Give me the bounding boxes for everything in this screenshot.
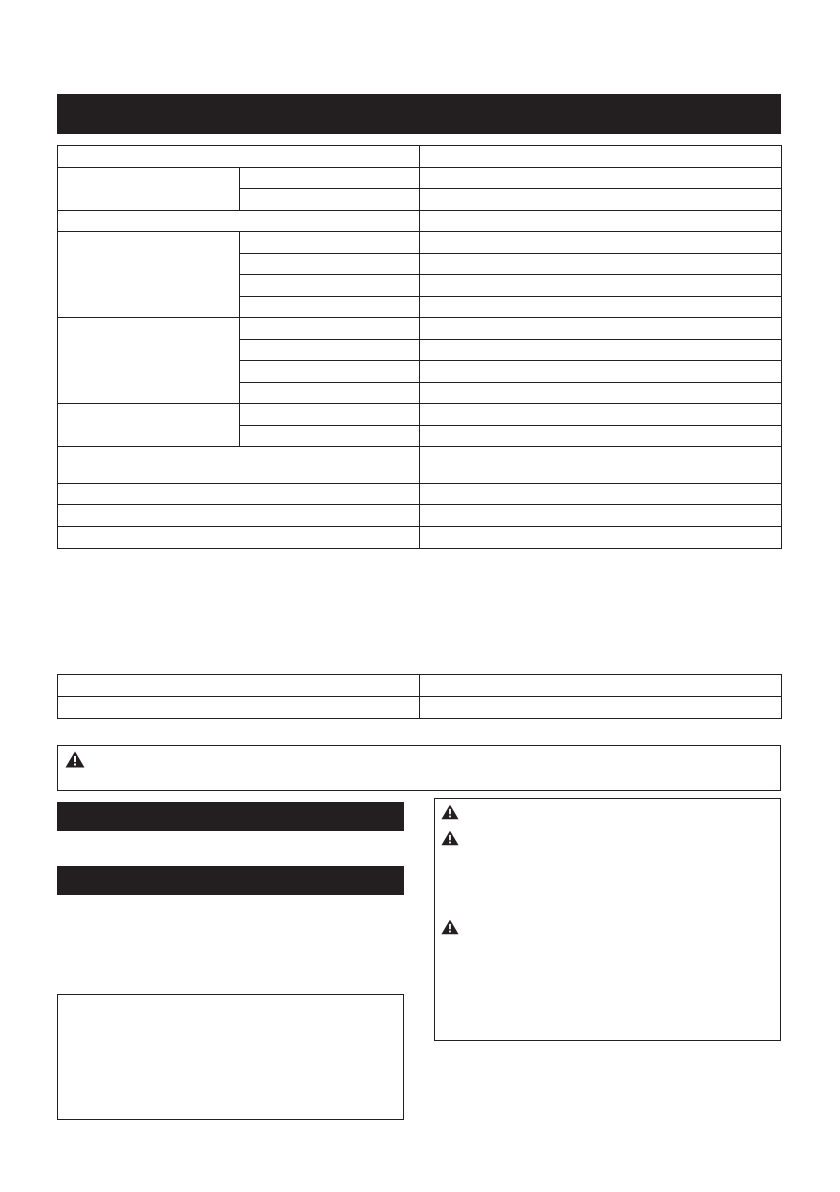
table-cell bbox=[240, 340, 420, 361]
table-cell bbox=[420, 505, 782, 527]
table-cell bbox=[420, 254, 782, 275]
table-row bbox=[58, 168, 782, 189]
document-title-bar bbox=[57, 94, 781, 134]
table-cell bbox=[240, 361, 420, 383]
table-cell bbox=[58, 404, 240, 447]
warning-triangle-icon bbox=[441, 804, 459, 820]
table-cell bbox=[240, 189, 420, 211]
table-cell bbox=[420, 675, 782, 697]
table-cell bbox=[240, 232, 420, 254]
table-cell bbox=[58, 318, 240, 404]
table-cell bbox=[58, 232, 240, 318]
note-box bbox=[57, 994, 404, 1120]
table-row bbox=[58, 211, 782, 232]
table-cell bbox=[420, 361, 782, 383]
table-row bbox=[58, 146, 782, 168]
table-cell bbox=[58, 146, 420, 168]
section-heading-bar bbox=[57, 802, 404, 831]
table-cell bbox=[240, 383, 420, 404]
table-cell bbox=[420, 232, 782, 254]
table-cell bbox=[240, 318, 420, 340]
table-cell bbox=[420, 340, 782, 361]
table-row bbox=[58, 447, 782, 484]
table-cell bbox=[420, 211, 782, 232]
spec-table bbox=[57, 145, 782, 549]
table-cell bbox=[420, 168, 782, 189]
table-cell bbox=[420, 146, 782, 168]
warning-banner bbox=[57, 745, 781, 791]
table-cell bbox=[240, 254, 420, 275]
table-row bbox=[58, 404, 782, 426]
table-cell bbox=[420, 297, 782, 318]
table-cell bbox=[58, 675, 420, 697]
table-cell bbox=[420, 447, 782, 484]
table-cell bbox=[420, 383, 782, 404]
table-cell bbox=[420, 318, 782, 340]
table-cell bbox=[58, 527, 420, 549]
secondary-table bbox=[57, 674, 782, 719]
table-cell bbox=[420, 275, 782, 297]
table-row bbox=[58, 675, 782, 697]
table-cell bbox=[58, 697, 420, 719]
table-cell bbox=[58, 211, 420, 232]
table-cell bbox=[420, 527, 782, 549]
table-cell bbox=[420, 189, 782, 211]
warning-triangle-icon bbox=[65, 751, 85, 768]
table-row bbox=[58, 318, 782, 340]
table-cell bbox=[240, 297, 420, 318]
table-cell bbox=[58, 168, 240, 211]
table-cell bbox=[420, 484, 782, 505]
table-cell bbox=[240, 168, 420, 189]
table-cell bbox=[58, 505, 420, 527]
table-cell bbox=[58, 484, 420, 505]
table-cell bbox=[58, 447, 420, 484]
table-cell bbox=[420, 697, 782, 719]
table-cell bbox=[420, 426, 782, 447]
table-row bbox=[58, 505, 782, 527]
table-row bbox=[58, 484, 782, 505]
section-heading-bar bbox=[57, 866, 404, 895]
table-row bbox=[58, 697, 782, 719]
table-cell bbox=[240, 404, 420, 426]
warnings-box bbox=[434, 798, 781, 1041]
warning-triangle-icon bbox=[441, 919, 459, 935]
warning-triangle-icon bbox=[441, 830, 459, 846]
table-cell bbox=[420, 404, 782, 426]
table-cell bbox=[240, 426, 420, 447]
table-row bbox=[58, 232, 782, 254]
table-cell bbox=[240, 275, 420, 297]
table-row bbox=[58, 527, 782, 549]
